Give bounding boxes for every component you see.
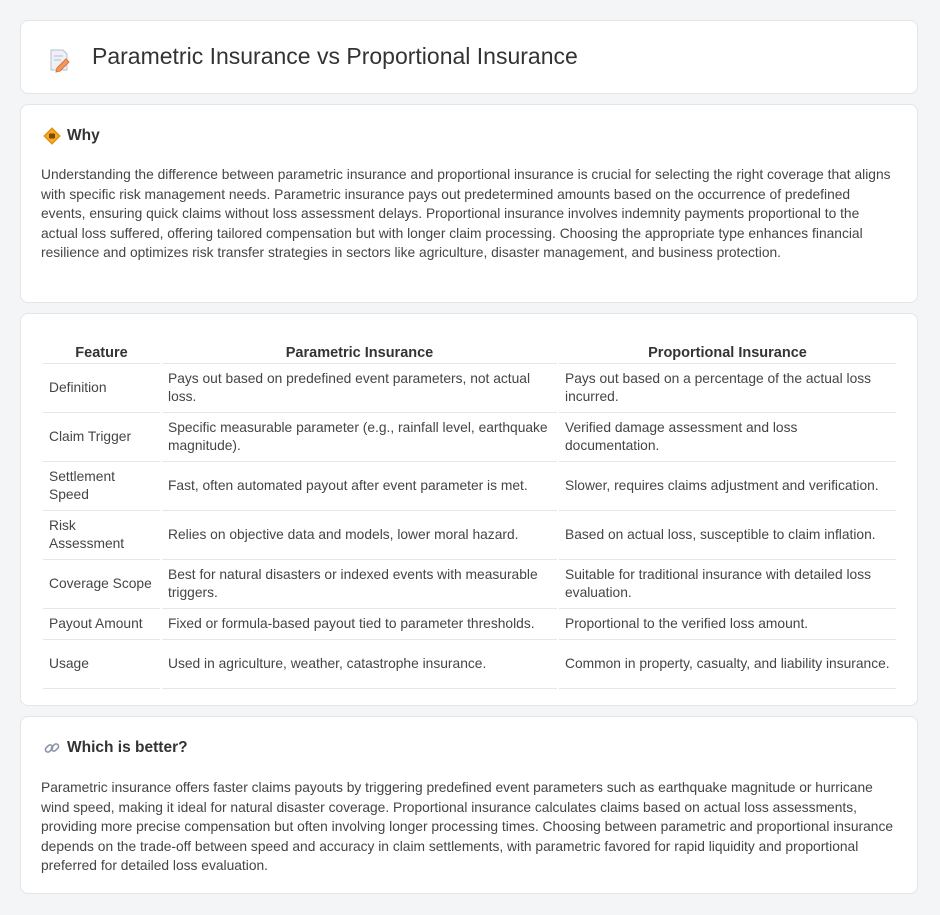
page-title: Parametric Insurance vs Proportional Insurance: [92, 43, 578, 69]
table-row: [43, 511, 896, 560]
table-cell: Proportional to the verified loss amount.: [559, 609, 896, 640]
diamond-sign-icon: [43, 127, 61, 145]
table-cell: Slower, requires claims adjustment and verification.: [559, 462, 896, 511]
better-text: Parametric insurance offers faster claims payouts by triggering predefined event parameters such as earthquake magnitude or hurricane wind speed, making it ideal for natural disaster coverage. Proportional insurance calculates claims based on actual loss assessments, providing more precise compensation but often involving longer processing times. Choosing between parametric and proportional insurance depends on the trade-off between speed and accuracy in claim settlements, with parametric favored for rapid liquidity and proportional preferred for detailed loss evaluation.: [41, 780, 894, 873]
table-cell: Definition: [43, 364, 160, 413]
why-heading: Why: [67, 127, 100, 144]
table-cell: Claim Trigger: [43, 413, 160, 462]
table-row: [43, 364, 896, 413]
table-cell: Verified damage assessment and loss documentation.: [559, 413, 896, 462]
table-cell: Pays out based on a percentage of the actual loss incurred.: [559, 364, 896, 413]
title-card: [20, 20, 918, 94]
header-parametric: Parametric Insurance: [162, 334, 557, 364]
better-heading: Which is better?: [67, 739, 188, 756]
table-cell: Fast, often automated payout after event parameter is met.: [162, 462, 557, 511]
better-header: [43, 739, 188, 757]
table-row: [43, 413, 896, 462]
table-cell: Usage: [43, 640, 160, 689]
table-row: [43, 609, 896, 640]
table-cell: Suitable for traditional insurance with detailed loss evaluation.: [559, 560, 896, 609]
table-row: [43, 560, 896, 609]
table-cell: Coverage Scope: [43, 560, 160, 609]
table-cell: Pays out based on predefined event parameters, not actual loss.: [162, 364, 557, 413]
header-proportional: Proportional Insurance: [559, 334, 896, 364]
why-text: Understanding the difference between parametric insurance and proportional insurance is crucial for selecting the right coverage that aligns with specific risk management needs. Parametric insurance pays out predetermined amounts based on the occurrence of predefined events, ensuring quick claims without loss assessment delays. Proportional insurance involves indemnity payments proportional to the actual loss suffered, offering tailored compensation but with longer claim processing. Choosing the appropriate type enhances financial resilience and optimizes risk transfer strategies in sectors like agriculture, disaster management, and business protection.: [41, 167, 891, 260]
table-cell: Fixed or formula-based payout tied to parameter thresholds.: [162, 609, 557, 640]
table-cell: Used in agriculture, weather, catastrophe insurance.: [162, 640, 557, 689]
table-cell: Best for natural disasters or indexed events with measurable triggers.: [162, 560, 557, 609]
table-cell: Payout Amount: [43, 609, 160, 640]
link-icon: [43, 739, 61, 757]
table-cell: Risk Assessment: [43, 511, 160, 560]
table-header-row: [43, 334, 896, 364]
why-header: [43, 127, 100, 145]
table-row: [43, 640, 896, 689]
header-feature: Feature: [43, 334, 160, 364]
table-cell: Common in property, casualty, and liability insurance.: [559, 640, 896, 689]
table-cell: Specific measurable parameter (e.g., rainfall level, earthquake magnitude).: [162, 413, 557, 462]
why-section: [20, 104, 918, 303]
which-better-section: [20, 716, 918, 894]
comparison-table: [41, 334, 898, 689]
table-cell: Based on actual loss, susceptible to claim inflation.: [559, 511, 896, 560]
table-row: [43, 462, 896, 511]
document-pencil-icon: [47, 47, 73, 73]
table-cell: Settlement Speed: [43, 462, 160, 511]
table-cell: Relies on objective data and models, lower moral hazard.: [162, 511, 557, 560]
comparison-table-card: [20, 313, 918, 706]
